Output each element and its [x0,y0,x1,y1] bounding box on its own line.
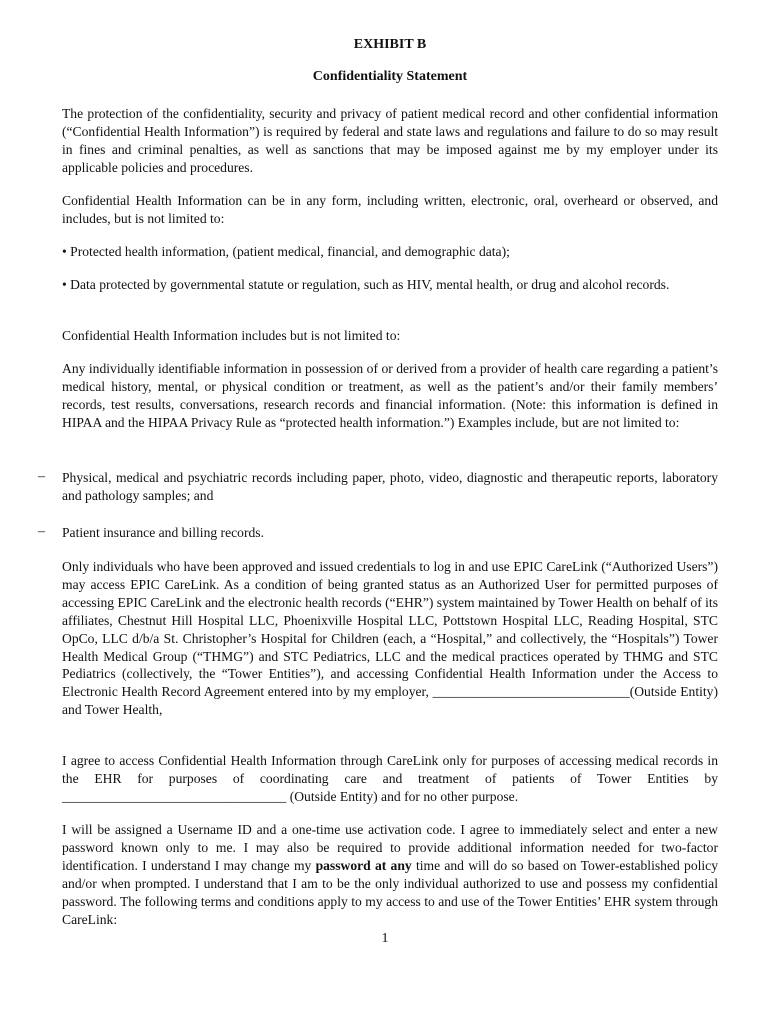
password-text-b: time and will do so based on Tower-established policy and/or when prompted. I understand that I am to be the only individual authorized to use and possess my confidential password. The following terms and conditions apply to my access to and use of the Tower Entities’ EHR system through CareLink: [62,857,718,927]
paragraph-forms: Confidential Health Information can be in any form, including written, electronic, oral, overheard or observed, and includes, but is not limited to: [62,193,718,226]
statement-title: Confidentiality Statement [312,69,468,84]
dash-marker: – [38,469,45,484]
paragraph-agreement: I agree to access Confidential Health Information through CareLink only for purposes of accessing medical records in the EHR for purposes of coordinating care and treatment of patients of Tower Entities by _________________________________ (Outside Entity) and for no other purpose. [62,753,718,804]
paragraph-identifiable-info: Any individually identifiable information in possession of or derived from a provider of health care regarding a patient’s medical history, mental, or physical condition or treatment, as well as the patient’s and/or their family members’ records, test results, conversations, research records and financial information. (Note: this information is defined in HIPAA and the HIPAA Privacy Rule as “protected health information.”) Examples include, but are not limited to: [62,361,718,430]
password-text-bold: password at any [315,857,412,873]
page-number: 1 [381,931,389,946]
password-text-a: I will be assigned a Username ID and a one-time use activation code. I agree to immediately select and enter a new password known only to me. I may also be required to provide additional information needed for two-factor identification. I understand I may change my [62,822,718,873]
dash-item-records: Physical, medical and psychiatric records including paper, photo, video, diagnostic and therapeutic reports, laboratory and pathology samples; and [62,470,718,503]
paragraph-authorized-users: Only individuals who have been approved and issued credentials to log in and use EPIC CareLink (“Authorized Users”) may access EPIC CareLink. As a condition of being granted status as an Authorized User for permitted purposes of accessing EPIC CareLink and the electronic health records (“EHR”) system maintained by Tower Health on behalf of its affiliates, Chestnut Hill Hospital LLC, Phoenixville Hospital LLC, Pottstown Hospital LLC, Reading Hospital, STC OpCo, LLC d/b/a St. Christopher’s Hospital for Children (each, a “Hospital,” and collectively, the “Hospitals”) Tower Health Medical Group (“THMG”) and STC Pediatrics, LLC and the medical practices operated by THMG and STC Pediatrics (collectively, the “Tower Entities”), and accessing Confidential Health Information under the Access to Electronic Health Record Agreement entered into by my employer, _____________________________(Outside Entity) and Tower Health, [62,559,718,718]
exhibit-title: EXHIBIT B [353,37,427,52]
dash-marker: – [38,524,45,539]
bullet-phi: • Protected health information, (patient medical, financial, and demographic data); [62,244,510,259]
paragraph-password [62,821,718,928]
paragraph-intro: The protection of the confidentiality, security and privacy of patient medical record and other confidential information (“Confidential Health Information”) is required by federal and state laws and regulations and failure to do so may result in fines and criminal penalties, as well as sanctions that may be imposed against me by my employer under its applicable policies and procedures. [62,106,718,175]
dash-item-billing: Patient insurance and billing records. [62,525,264,540]
bullet-protected-data: • Data protected by governmental statute or regulation, such as HIV, mental health, or drug and alcohol records. [62,277,670,292]
paragraph-includes: Confidential Health Information includes but is not limited to: [62,328,401,343]
